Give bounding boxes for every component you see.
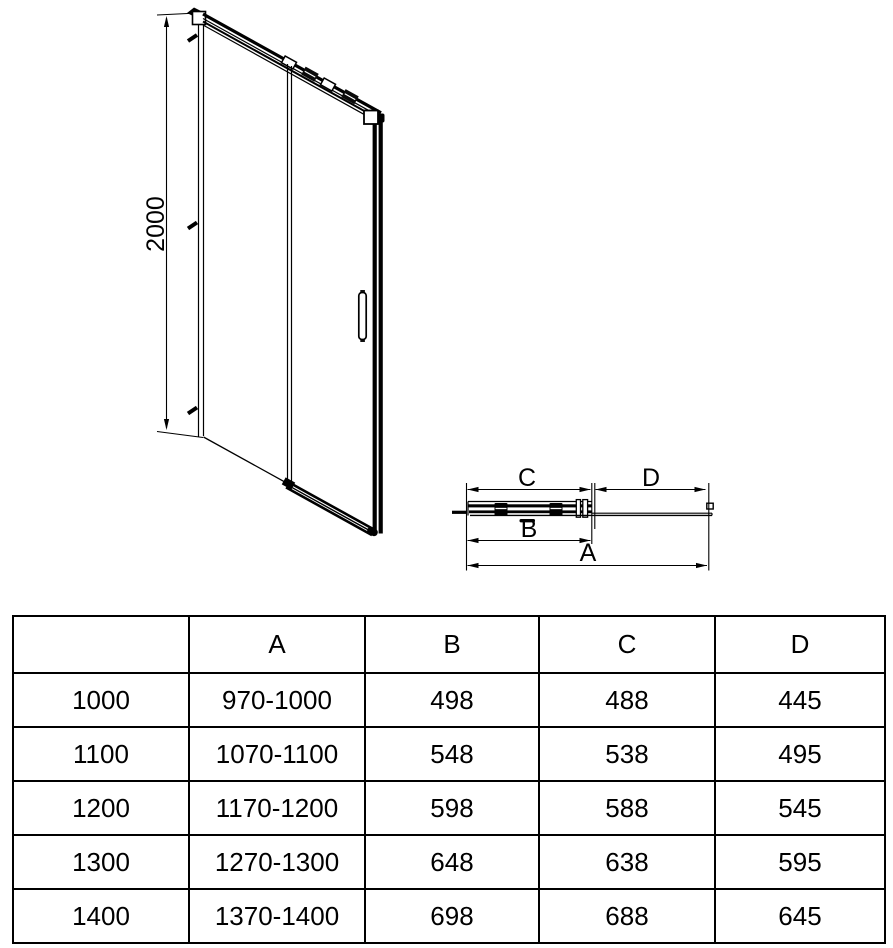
wall-profile-left — [452, 511, 467, 514]
front-view — [157, 8, 385, 538]
top-rail — [203, 14, 385, 124]
cell-c: 538 — [539, 727, 715, 781]
table-row — [13, 781, 885, 835]
roller — [495, 503, 508, 516]
col-header-d: D — [715, 616, 885, 673]
size-cell: 1300 — [13, 835, 189, 889]
wall-profile-right — [707, 503, 713, 509]
height-dimension-label: 2000 — [142, 196, 170, 252]
bottom-rail — [282, 477, 379, 537]
table-row — [13, 727, 885, 781]
size-cell: 1200 — [13, 781, 189, 835]
rail-end-cap — [364, 111, 378, 125]
roller — [550, 503, 563, 516]
col-header-size — [13, 616, 189, 673]
cell-d: 595 — [715, 835, 885, 889]
dim-label-c: C — [517, 464, 537, 492]
dimensions-table — [12, 615, 886, 944]
table-row — [13, 673, 885, 727]
col-header-a: A — [189, 616, 365, 673]
cell-b: 698 — [365, 889, 539, 943]
cell-d: 495 — [715, 727, 885, 781]
sliding-panel — [288, 64, 292, 482]
cell-b: 548 — [365, 727, 539, 781]
col-header-b: B — [365, 616, 539, 673]
table-row — [13, 889, 885, 943]
cell-a: 970-1000 — [189, 673, 365, 727]
size-cell: 1000 — [13, 673, 189, 727]
cell-d: 445 — [715, 673, 885, 727]
cell-a: 1070-1100 — [189, 727, 365, 781]
cell-c: 488 — [539, 673, 715, 727]
cell-a: 1170-1200 — [189, 781, 365, 835]
cell-b: 498 — [365, 673, 539, 727]
dim-label-d: D — [641, 464, 661, 492]
table-row — [13, 835, 885, 889]
size-cell: 1100 — [13, 727, 189, 781]
cell-a: 1270-1300 — [189, 835, 365, 889]
cell-d: 545 — [715, 781, 885, 835]
cell-c: 688 — [539, 889, 715, 943]
col-header-c: C — [539, 616, 715, 673]
dim-label-b: B — [520, 515, 538, 543]
fixed-panel — [199, 24, 285, 482]
dim-label-a: A — [579, 539, 597, 567]
cell-b: 598 — [365, 781, 539, 835]
cell-d: 645 — [715, 889, 885, 943]
cell-c: 638 — [539, 835, 715, 889]
cell-b: 648 — [365, 835, 539, 889]
cell-a: 1370-1400 — [189, 889, 365, 943]
right-frame-profile — [375, 118, 381, 534]
table-header-row — [13, 616, 885, 673]
size-cell: 1400 — [13, 889, 189, 943]
cell-c: 588 — [539, 781, 715, 835]
door-handle — [359, 290, 366, 342]
